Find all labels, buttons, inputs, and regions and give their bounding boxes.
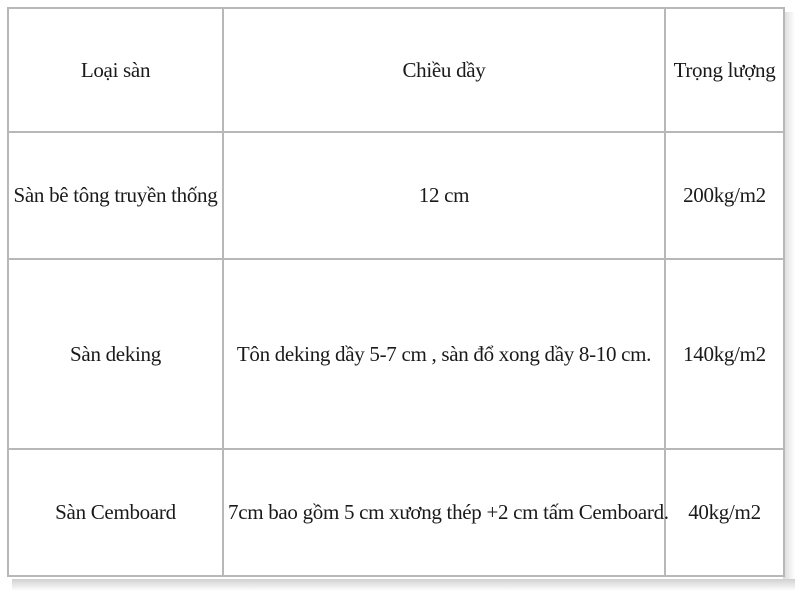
cell-weight: 200kg/m2 [665, 132, 784, 259]
cell-thickness: Tôn deking dầy 5-7 cm , sàn đổ xong dầy 8-10 cm. [223, 259, 665, 449]
cell-thickness: 12 cm [223, 132, 665, 259]
cell-floor-type: Sàn bê tông truyền thống [8, 132, 223, 259]
floor-comparison-table [7, 7, 785, 577]
table-row [8, 132, 784, 259]
table-row [8, 259, 784, 449]
table-shadow-bottom [12, 579, 795, 591]
table-header-row [8, 8, 784, 132]
cell-weight: 40kg/m2 [665, 449, 784, 576]
cell-thickness: 7cm bao gồm 5 cm xương thép +2 cm tấm Cemboard. [223, 449, 665, 576]
header-floor-type: Loại sàn [8, 8, 223, 132]
table-row [8, 449, 784, 576]
cell-floor-type: Sàn Cemboard [8, 449, 223, 576]
header-thickness: Chiều dầy [223, 8, 665, 132]
cell-floor-type: Sàn deking [8, 259, 223, 449]
header-weight: Trọng lượng [665, 8, 784, 132]
cell-weight: 140kg/m2 [665, 259, 784, 449]
